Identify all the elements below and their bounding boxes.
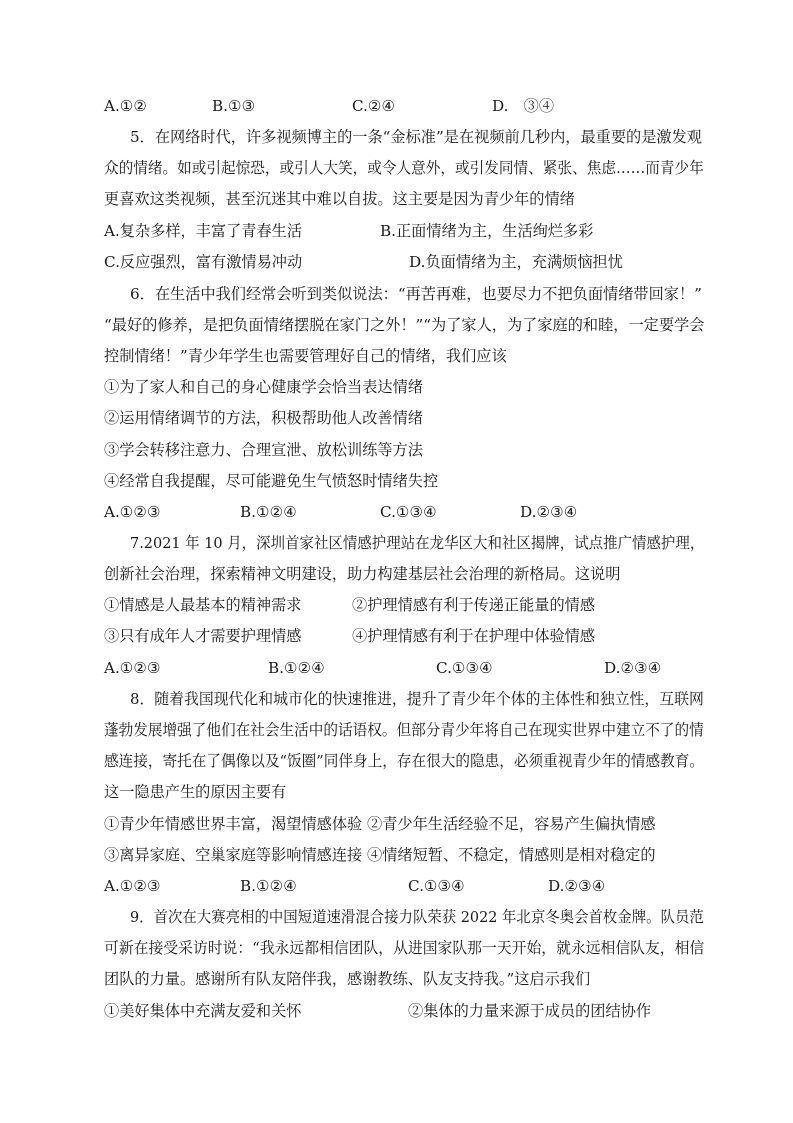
q4-option-c: C.②④ [352,97,396,115]
q8-option-a: A.①②③ [104,877,161,895]
q8-stem-line-1: 8．随着我国现代化和城市化的快速推进，提升了青少年个体的主体性和独立性，互联网 [130,690,704,708]
q5-stem-line-3: 更喜欢这类视频，甚至沉迷其中难以自拔。这主要是因为青少年的情绪 [104,190,575,208]
q4-option-d: D. ③④ [492,97,555,115]
q6-statement-3: ③学会转移注意力、合理宣泄、放松训练等方法 [104,441,423,459]
q9-stem-line-2: 可新在接受采访时说：“我永远都相信团队，从进国家队那一天开始，就永远相信队友，相信 [104,939,705,957]
q7-stem-line-1: 7.2021 年 10 月，深圳首家社区情感护理站在龙华区大和社区揭牌，试点推广情感护理， [130,534,705,552]
q7-statement-2: ②护理情感有利于传递正能量的情感 [352,596,595,614]
q6-option-b: B.①②④ [240,503,297,521]
q9-stem-line-1: 9．首次在大赛亮相的中国短道速滑混合接力队荣获 2022 年北京冬奥会首枚金牌。队员范 [130,908,704,926]
q7-statement-3: ③只有成年人才需要护理情感 [104,627,302,645]
q6-option-a: A.①②③ [104,503,161,521]
q8-option-d: D.②③④ [548,877,606,895]
q5-option-a: A.复杂多样，丰富了青春生活 [104,222,303,240]
q9-statement-1: ①美好集体中充满友爱和关怀 [104,1002,302,1020]
q6-statement-1: ①为了家人和自己的身心健康学会恰当表达情绪 [104,378,423,396]
q7-statement-4: ④护理情感有利于在护理中体验情感 [352,627,595,645]
q6-option-d: D.②③④ [520,503,578,521]
q8-option-b: B.①②④ [240,877,297,895]
q7-option-a: A.①②③ [104,659,161,677]
q9-stem-line-3: 团队的力量。感谢所有队友陪伴我，感谢教练、队友支持我。”这启示我们 [104,970,591,988]
q8-stem-line-2: 蓬勃发展增强了他们在社会生活中的话语权。但部分青少年将自己在现实世界中建立不了的情 [104,721,704,739]
q6-stem-line-2: “最好的修养，是把负面情绪摆脱在家门之外！”“为了家人，为了家庭的和睦，一定要学会 [104,316,705,334]
q5-stem-line-2: 众的情绪。如或引起惊恐，或引人大笑，或令人意外，或引发同情、紧张、焦虑……而青少年 [104,159,704,177]
q5-stem-line-1: 5．在网络时代，许多视频博主的一条“金标准”是在视频前几秒内，最重要的是激发观 [130,128,702,146]
q6-option-c: C.①③④ [380,503,437,521]
q6-statement-2: ②运用情绪调节的方法，积极帮助他人改善情绪 [104,409,423,427]
q9-statement-2: ②集体的力量来源于成员的团结协作 [408,1002,651,1020]
q8-statement-row-1: ①青少年情感世界丰富，渴望情感体验 ②青少年生活经验不足，容易产生偏执情感 [104,815,656,833]
q7-stem-line-2: 创新社会治理，探索精神文明建设，助力构建基层社会治理的新格局。这说明 [104,565,621,583]
q8-option-c: C.①③④ [408,877,465,895]
q4-option-b: B.①③ [212,97,256,115]
q8-stem-line-3: 感连接，寄托在了偶像以及“饭圈”同伴身上，存在很大的隐患，必须重视青少年的情感教育。 [104,752,705,770]
q4-option-a: A.①② [104,97,148,115]
q6-stem-line-1: 6．在生活中我们经常会听到类似说法：“再苦再难，也要尽力不把负面情绪带回家！” [130,285,702,303]
q7-option-d: D.②③④ [604,659,662,677]
q5-option-d: D.负面情绪为主，充满烦恼担忧 [409,253,623,271]
q5-option-b: B.正面情绪为主，生活绚烂多彩 [380,222,594,240]
q7-statement-1: ①情感是人最基本的精神需求 [104,596,302,614]
q5-option-c: C.反应强烈，富有激情易冲动 [104,253,303,271]
q6-stem-line-3: 控制情绪！”青少年学生也需要管理好自己的情绪，我们应该 [104,347,507,365]
q6-statement-4: ④经常自我提醒，尽可能避免生气愤怒时情绪失控 [104,472,439,490]
q7-option-b: B.①②④ [268,659,325,677]
q8-stem-line-4: 这一隐患产生的原因主要有 [104,783,287,801]
q7-option-c: C.①③④ [436,659,493,677]
q8-statement-row-2: ③离异家庭、空巢家庭等影响情感连接 ④情绪短暂、不稳定，情感则是相对稳定的 [104,846,656,864]
